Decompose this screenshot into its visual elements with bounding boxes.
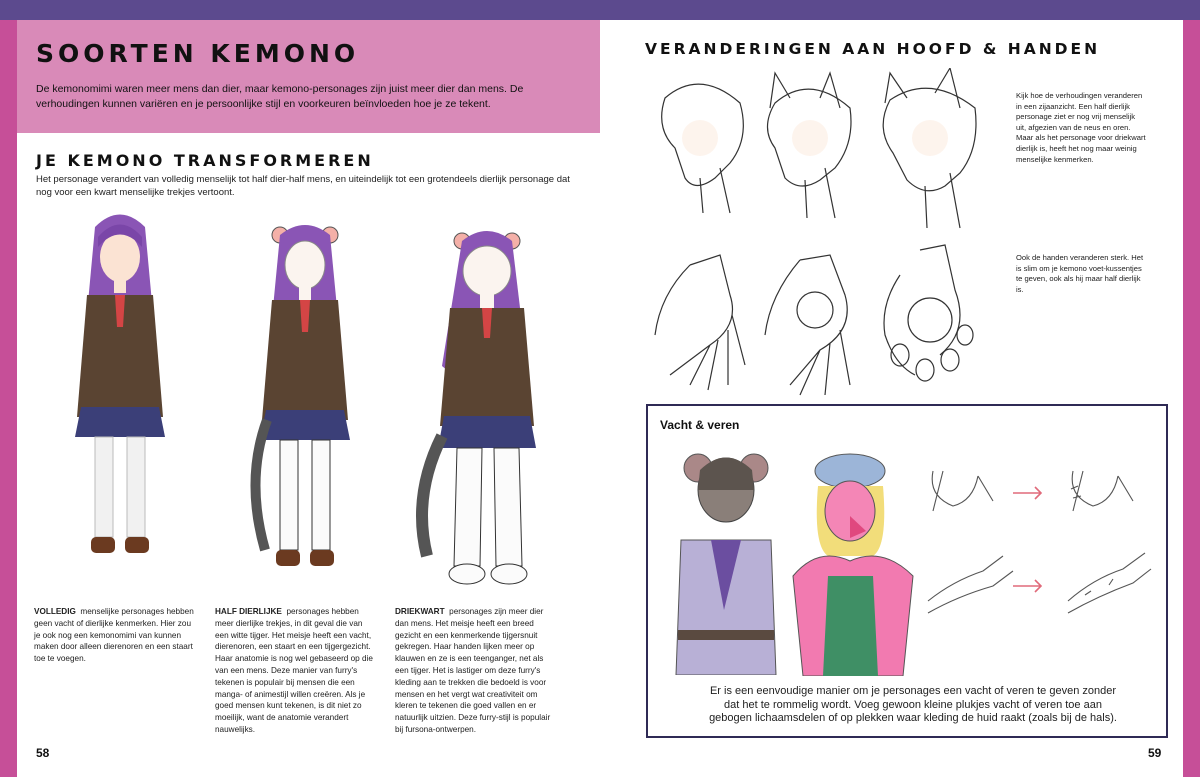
caption-text: personages zijn meer dier dan mens. Het meisje heeft een breed gezicht en een kenmerkende tijgersnuit gekregen. Haar handen lijken meer op klauwen en ze is een teenganger, net als een tijger. Het is lastiger om deze furry's kleding aan te trekken die bedoeld is voor mensen en het vergt wat creativiteit om kleren te tekenen die goed vallen en er natuurlijk uitzien. Deze furry-stijl is populair bij fursona-ontwerpen. — [395, 607, 551, 734]
caption-text: personages hebben meer dierlijke trekjes, in dit geval die van een witte tijger. Het meisje heeft een vacht, dierenoren, een staart en een tijgergezicht. Haar anatomie is nog wel gebaseerd op die van een mens. Deze manier van furry's tekenen is populair bij mensen die een manga- of animestijl willen creëren. Als je goed mensen kunt tekenen, is dit niet zo moeilijk, want de anatomie verandert nauwelijks. — [215, 607, 373, 734]
half-tiger-girl-illustration — [245, 220, 365, 590]
caption-volledig — [34, 606, 199, 665]
human-girl-illustration — [65, 207, 175, 587]
heads-note: Kijk hoe de verhoudingen veranderen in een zijaanzicht. Een half dierlijk personage ziet er nog vrij menselijk uit, afgezien van de neus en oren. Maar als het personage voor driekwart dierlijk is, heeft het nog maar weinig menselijke kenmerken. — [1016, 91, 1146, 164]
right-title: VERANDERINGEN AAN HOOFD & HANDEN — [645, 40, 1101, 58]
intro-text: De kemonomimi waren meer mens dan dier, maar kemono-personages zijn juist meer dier dan mens. De verhoudingen kunnen variëren en je persoonlijke stijl en voorkeuren beïnvloeden hoe je ze tekent. — [36, 83, 524, 110]
hands-note: Ook de handen veranderen sterk. Het is slim om je kemono voet-kussentjes te geven, ook als hij maar half dierlijk is. — [1016, 253, 1144, 294]
caption-lead: VOLLEDIG — [34, 607, 76, 616]
hand-sketches-illustration — [650, 235, 1000, 400]
mouse-character-illustration — [666, 440, 786, 675]
caption-half-dierlijke — [215, 606, 373, 736]
section-title: JE KEMONO TRANSFORMEREN — [36, 151, 374, 170]
caption-lead: DRIEKWART — [395, 607, 445, 616]
box-text: Er is een eenvoudige manier om je personages een vacht of veren te geven zonder dat het te rommelig wordt. Voeg gewoon kleine plukjes vacht of veren toe aan gebogen lichaamsdelen of op plekken waar kleding de huid raakt (zoals bij de hals). — [709, 685, 1117, 724]
page-title: SOORTEN KEMONO — [36, 39, 360, 68]
fur-detail-sketches-illustration — [923, 461, 1158, 636]
head-sketches-illustration — [645, 68, 1000, 233]
page-number: 59 — [1148, 746, 1162, 760]
left-page — [17, 20, 600, 777]
header-box — [17, 20, 600, 133]
caption-driekwart — [395, 606, 555, 736]
bird-character-illustration — [788, 446, 918, 676]
section-text: Het personage verandert van volledig menselijk tot half dier-half mens, en uiteindelijk tot een grotendeels dierlijk personage dat nog voor een kwart menselijke trekjes vertoont. — [36, 174, 570, 198]
box-title: Vacht & veren — [660, 418, 740, 432]
page-number: 58 — [36, 746, 50, 760]
right-page — [600, 20, 1183, 777]
caption-lead: HALF DIERLIJKE — [215, 607, 282, 616]
three-quarter-tiger-illustration — [412, 226, 567, 601]
top-band — [0, 0, 1200, 20]
caption-text: menselijke personages hebben geen vacht of dierlijke kenmerken. Hier zou je ook nog een kemonomimi van kunnen maken door alleen dierenoren en een staart toe te voegen. — [34, 607, 194, 664]
vacht-veren-box — [646, 404, 1168, 738]
